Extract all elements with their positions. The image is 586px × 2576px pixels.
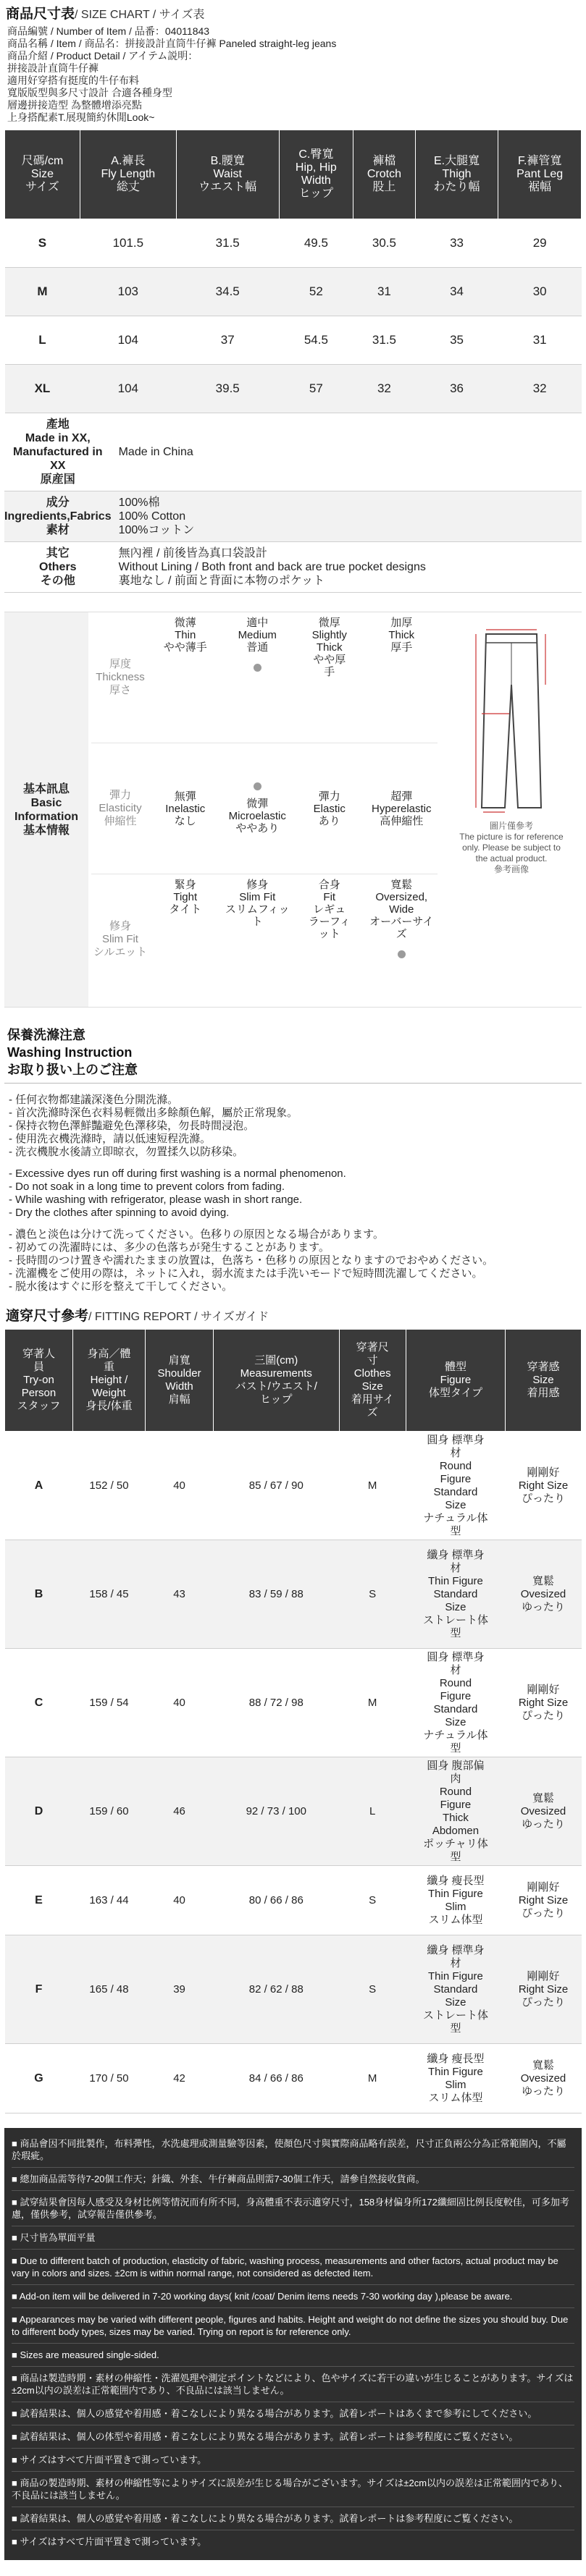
- size-header-cell: F.褲管寬 Pant Leg 裾幅: [498, 130, 582, 219]
- washing-line: - While washing with refrigerator, please wash in short range.: [9, 1194, 303, 1206]
- fitting-header-cell: 穿著感 Size 着用感: [506, 1330, 582, 1432]
- fitting-row: [5, 1935, 582, 2044]
- note-item: ■ Add-on item will be delivered in 7-20 working days( knit /coat/ Denim items needs 7-30 working day ),please be aware.: [12, 2285, 574, 2308]
- fitting-value: S: [339, 1866, 406, 1935]
- washing-line: - Excessive dyes run off during first washing is a normal phenomenon.: [9, 1167, 346, 1180]
- washing-body: [9, 1094, 586, 1293]
- fitting-row: [5, 2044, 582, 2113]
- fitting-header-cell: 肩寬 Shoulder Width 肩幅: [146, 1330, 214, 1432]
- size-value: 35: [415, 316, 498, 365]
- meta-label: 產地 Made in XX, Manufactured in XX 原産国: [4, 413, 112, 491]
- fitting-value: 165 / 48: [72, 1935, 145, 2044]
- fitting-value: 剛剛好 Right Size ぴったり: [506, 1649, 582, 1757]
- fitting-value: 46: [146, 1757, 214, 1866]
- size-value: 31.5: [176, 219, 279, 268]
- washing-en: [9, 1167, 586, 1220]
- fitting-value: 82 / 62 / 88: [214, 1935, 339, 2044]
- fitting-value: S: [339, 1540, 406, 1649]
- attribute-option: [293, 612, 366, 743]
- attribute-row: [91, 612, 438, 743]
- fitting-value: 圓身 標準身 材 Round Figure Standard Size ナチュラル体 型: [406, 1649, 505, 1757]
- attribute-option: [366, 743, 438, 874]
- info-line: 商品介紹 / Product Detail / アイテム説明：: [7, 50, 198, 62]
- size-value: 49.5: [279, 219, 353, 268]
- note-item: ■ 商品の製造時期、素材の伸縮性等によりサイズに誤差が生じる場合がございます。サイズは±2cm以内の誤差は正常範囲内であり、不良品には該当しません。: [12, 2472, 574, 2507]
- attribute-option: [149, 743, 222, 874]
- fitting-header-cell: 身高／體 重 Height / Weight 身長/体重: [72, 1330, 145, 1432]
- fitting-value: 纖身 標準身 材 Thin Figure Standard Size ストレート体 型: [406, 1935, 505, 2044]
- size-header-cell: A.褲長 Fly Length 総丈: [80, 130, 176, 219]
- size-label: M: [5, 268, 80, 316]
- size-header-cell: B.腰寬 Waist ウエスト幅: [176, 130, 279, 219]
- note-item: ■ 商品は製造時期・素材の伸縮性・洗濯処理や測定ポイントなどにより、色やサイズに若干の違いが生じることがあります。サイズは±2cm以内の誤差は正常範囲内であり、不良品には該当しません。: [12, 2367, 574, 2402]
- attribute-option-label: 加厚 Thick 厚手: [388, 617, 415, 654]
- note-item: ■ 總加商品需等待7-20個工作天；針織、外套、牛仔褲商品則需7-30個工作天，請參自然接收貨商。: [12, 2168, 574, 2191]
- fitting-value: 159 / 54: [72, 1649, 145, 1757]
- fitting-table: [4, 1329, 582, 2113]
- attribute-option: [222, 743, 294, 874]
- washing-line: - 初めての洗濯時には、多少の色落ちが発生することがあります。: [9, 1241, 330, 1254]
- washing-line: - 脱水後はすぐに形を整えて干してください。: [9, 1280, 233, 1293]
- size-value: 33: [415, 219, 498, 268]
- fitting-row: [5, 1432, 582, 1540]
- size-label: S: [5, 219, 80, 268]
- washing-line: - Dry the clothes after spinning to avoid dying.: [9, 1207, 230, 1219]
- note-item: ■ 試着結果は、個人の感覚や着用感・着こなしにより異なる場合があります。試着レポートは参考程度にご覧ください。: [12, 2507, 574, 2530]
- fitting-person: A: [5, 1432, 73, 1540]
- fitting-value: 84 / 66 / 86: [214, 2044, 339, 2113]
- fitting-value: 152 / 50: [72, 1432, 145, 1540]
- attribute-option-label: 修身 Slim Fit スリムフィット: [225, 879, 290, 928]
- note-item: ■ Appearances may be varied with different people, figures and habits. Height and weight do not define the sizes you should buy. Due to different body types, sizes may be varied. Trying on report is for reference only.: [12, 2308, 574, 2344]
- fitting-value: 纖身 瘦長型 Thin Figure Slim スリム体型: [406, 2044, 505, 2113]
- product-info: [7, 25, 586, 124]
- size-value: 32: [498, 365, 582, 413]
- selected-dot-icon: [398, 950, 406, 958]
- size-value: 104: [80, 365, 176, 413]
- fitting-value: 158 / 45: [72, 1540, 145, 1649]
- fitting-value: S: [339, 1935, 406, 2044]
- washing-line: - 首次洗滌時深色衣料易輕微出多餘顏色解，屬於正常現象。: [9, 1107, 298, 1119]
- attribute-row: [91, 743, 438, 874]
- washing-title: 保養洗滌注意 Washing Instruction お取り扱い上のご注意: [7, 1028, 138, 1077]
- size-value: 57: [279, 365, 353, 413]
- note-item: ■ Sizes are measured single-sided.: [12, 2344, 574, 2367]
- product-size-page: [0, 3, 586, 2560]
- info-line: 上身搭配素T.展現簡約休閒Look~: [7, 111, 155, 123]
- fitting-value: 159 / 60: [72, 1757, 145, 1866]
- notes-section: [4, 2128, 582, 2560]
- size-table: [4, 130, 582, 413]
- note-item: ■ サイズはすべて片面平置きで測っています。: [12, 2449, 574, 2472]
- fitting-header-cell: 三圍(cm) Measurements バスト/ウエスト/ ヒップ: [214, 1330, 339, 1432]
- size-value: 37: [176, 316, 279, 365]
- info-line: 寬版版型與多尺寸設計 合適各種身型: [7, 87, 172, 98]
- fitting-value: 圓身 腹部偏 肉 Round Figure Thick Abdomen ポッチャリ体 型: [406, 1757, 505, 1866]
- attribute-option-label: 適中 Medium 普通: [238, 617, 277, 654]
- fitting-value: 剛剛好 Right Size ぴったり: [506, 1432, 582, 1540]
- washing-line: - 濃色と淡色は分けて洗ってください。色移りの原因となる場合があります。: [9, 1228, 384, 1241]
- fitting-value: 40: [146, 1432, 214, 1540]
- size-value: 31.5: [353, 316, 416, 365]
- fitting-row: [5, 1649, 582, 1757]
- fitting-value: 163 / 44: [72, 1866, 145, 1935]
- note-item: ■ Due to different batch of production, elasticity of fabric, washing process, measurements and other factors, actual product may be vary in colors and sizes. ±2cm is within normal range, not considered as defected item.: [12, 2250, 574, 2285]
- washing-line: - 保持衣物色澤鮮豔避免色澤移染，勿長時間浸泡。: [9, 1120, 255, 1132]
- size-header-cell: 褲檔 Crotch 股上: [353, 130, 416, 219]
- size-value: 54.5: [279, 316, 353, 365]
- selected-dot-icon: [254, 782, 261, 790]
- washing-ja: [9, 1228, 586, 1293]
- fitting-header-cell: 體型 Figure 体型タイプ: [406, 1330, 505, 1432]
- size-value: 103: [80, 268, 176, 316]
- size-header-cell: E.大腿寬 Thigh わたり幅: [415, 130, 498, 219]
- washing-line: - 任何衣物都建議深淺色分開洗滌。: [9, 1094, 179, 1106]
- fitting-value: M: [339, 1649, 406, 1757]
- attribute-option-label: 微薄 Thin やや薄手: [163, 617, 207, 654]
- size-chart-title: [6, 3, 586, 22]
- fitting-row: [5, 1866, 582, 1935]
- fitting-value: 40: [146, 1649, 214, 1757]
- size-row: [5, 316, 582, 365]
- basic-info-section: [4, 612, 582, 1008]
- fitting-value: 39: [146, 1935, 214, 2044]
- note-item: ■ 試着結果は、個人の感覚や着用感・着こなしにより異なる場合があります。試着レポートはあくまで参考にしてください。: [12, 2402, 574, 2425]
- washing-line: - Do not soak in a long time to prevent colors from fading.: [9, 1181, 285, 1193]
- attribute-option-label: 彈力 Elastic あり: [313, 790, 346, 827]
- attribute-option: [222, 874, 294, 1005]
- fitting-value: L: [339, 1757, 406, 1866]
- note-item: ■ サイズはすべて片面平置きで測っています。: [12, 2530, 574, 2553]
- fitting-value: 85 / 67 / 90: [214, 1432, 339, 1540]
- fitting-header-cell: 穿著尺 寸 Clothes Size 着用サイ ズ: [339, 1330, 406, 1432]
- size-value: 30: [498, 268, 582, 316]
- size-label: XL: [5, 365, 80, 413]
- meta-value: 100%棉 100% Cotton 100%コットン: [112, 491, 582, 542]
- fitting-value: 83 / 59 / 88: [214, 1540, 339, 1649]
- title-sub: / SIZE CHART / サイズ表: [75, 9, 205, 21]
- info-line: 商品名稱 / Item / 商品名：拼接設計直筒牛仔褲 Paneled straight-leg jeans: [7, 38, 337, 49]
- pants-icon: [472, 627, 551, 815]
- meta-table: [4, 413, 582, 593]
- washing-line: - 洗衣機脫水後請立即晾衣，勿置揉久以防移染。: [9, 1146, 244, 1158]
- attribute-option-label: 緊身 Tight タイト: [169, 879, 202, 916]
- note-item: ■ 商品會因不同批製作，布料彈性，水洗處理或測量驗等因素，使顏色尺寸與實際商品略有誤差，尺寸正負兩公分為正常範圍內，不屬於瑕疵。: [12, 2132, 574, 2168]
- fitting-title: [6, 1305, 586, 1325]
- washing-line: - 洗濯機をご使用の際は，ネットに入れ，弱水流または手洗いモードで短時間洗濯してください。: [9, 1267, 483, 1280]
- size-value: 31: [353, 268, 416, 316]
- basic-info-label: 基本訊息 Basic Information 基本情報: [4, 612, 88, 1007]
- attribute-option: [366, 612, 438, 743]
- attribute-option-label: 合身 Fit レギュ ラーフィ ット: [308, 879, 351, 940]
- washing-line: - 長時間のつけ置きや濡れたままの放置は，色落ち・色移りの原因となりますのでおやめください。: [9, 1254, 494, 1267]
- fitting-person: F: [5, 1935, 73, 2044]
- pants-diagram: [443, 627, 580, 875]
- info-line: 層邊拼接造型 為整體增添亮點: [7, 99, 142, 111]
- meta-row: [4, 491, 582, 542]
- fitting-value: 寬鬆 Ovesized ゆったり: [506, 1757, 582, 1866]
- fitting-value: 43: [146, 1540, 214, 1649]
- attribute-option: [149, 612, 222, 743]
- selected-dot-icon: [254, 664, 261, 672]
- size-value: 39.5: [176, 365, 279, 413]
- fitting-value: 剛剛好 Right Size ぴったり: [506, 1935, 582, 2044]
- size-value: 36: [415, 365, 498, 413]
- fitting-value: 88 / 72 / 98: [214, 1649, 339, 1757]
- size-value: 34: [415, 268, 498, 316]
- info-line: 拼接設計直筒牛仔褲: [7, 62, 99, 74]
- fitting-value: 剛剛好 Right Size ぴったり: [506, 1866, 582, 1935]
- fitting-title-sub: / FITTING REPORT / サイズガイド: [88, 1311, 269, 1323]
- attribute-name: 厚度 Thickness 厚さ: [96, 658, 145, 696]
- fitting-value: 寬鬆 Ovesized ゆったり: [506, 2044, 582, 2113]
- size-value: 32: [353, 365, 416, 413]
- fitting-value: 圓身 標準身 材 Round Figure Standard Size ナチュラル体 型: [406, 1432, 505, 1540]
- fitting-person: E: [5, 1866, 73, 1935]
- size-value: 101.5: [80, 219, 176, 268]
- size-value: 31: [498, 316, 582, 365]
- fitting-person: D: [5, 1757, 73, 1866]
- size-value: 29: [498, 219, 582, 268]
- fitting-value: 170 / 50: [72, 2044, 145, 2113]
- fitting-row: [5, 1757, 582, 1866]
- attribute-option: [222, 612, 294, 743]
- fitting-value: M: [339, 1432, 406, 1540]
- fitting-value: 纖身 標準身 材 Thin Figure Standard Size ストレート体 型: [406, 1540, 505, 1649]
- note-item: ■ 試着結果は、個人の体型や着用感・着こなしにより異なる場合があります。試着レポートは参考程度にご覧ください。: [12, 2425, 574, 2449]
- fitting-value: 42: [146, 2044, 214, 2113]
- attribute-option-label: 寬鬆 Oversized, Wide オーバーサイズ: [369, 879, 434, 940]
- meta-value: Made in China: [112, 413, 582, 491]
- note-item: ■ 試穿結果會因每人感受及身材比例等情況而有所不同，身高體重不表示適穿尺寸，158身材偏身所172纖細固比例長度較佳，可多加考慮，僅供參考，試穿報告僅供參考。: [12, 2191, 574, 2226]
- washing-zh: [9, 1094, 586, 1159]
- fitting-person: G: [5, 2044, 73, 2113]
- fitting-value: 寬鬆 Ovesized ゆったり: [506, 1540, 582, 1649]
- fitting-value: 80 / 66 / 86: [214, 1866, 339, 1935]
- size-label: L: [5, 316, 80, 365]
- meta-row: [4, 542, 582, 593]
- size-value: 104: [80, 316, 176, 365]
- attribute-name: 修身 Slim Fit シルエット: [93, 920, 148, 958]
- fitting-person: B: [5, 1540, 73, 1649]
- attribute-option: [366, 874, 438, 1005]
- attribute-row: [91, 874, 438, 1005]
- size-value: 52: [279, 268, 353, 316]
- size-row: [5, 365, 582, 413]
- washing-line: - 使用洗衣機洗滌時，請以低速短程洗滌。: [9, 1133, 212, 1145]
- pants-caption: 圖片僅參考 The picture is for reference only. Please be subject to the actual product. 參考画像: [459, 821, 564, 874]
- attribute-option-label: 超彈 Hyperelastic 高伸縮性: [371, 790, 432, 827]
- size-header-cell: 尺碼/cm Size サイズ: [5, 130, 80, 219]
- fitting-value: 92 / 73 / 100: [214, 1757, 339, 1866]
- size-value: 30.5: [353, 219, 416, 268]
- fitting-value: M: [339, 2044, 406, 2113]
- attribute-option-label: 微彈 Microelastic ややあり: [228, 798, 286, 835]
- note-item: ■ 尺寸皆為單面平量: [12, 2226, 574, 2250]
- size-row: [5, 268, 582, 316]
- attribute-option-label: 微厚 Slightly Thick やや厚 手: [311, 617, 347, 678]
- fitting-row: [5, 1540, 582, 1649]
- attribute-option-label: 無彈 Inelastic なし: [165, 790, 206, 827]
- size-row: [5, 219, 582, 268]
- fitting-title-main: 適穿尺寸參考: [6, 1309, 89, 1324]
- fitting-value: 40: [146, 1866, 214, 1935]
- attribute-option: [293, 874, 366, 1005]
- washing-divider: [4, 1083, 582, 1084]
- meta-label: 其它 Others その他: [4, 542, 112, 593]
- fitting-header-cell: 穿著人 員 Try-on Person スタッフ: [5, 1330, 73, 1432]
- info-line: 適用好穿搭有挺度的牛仔布料: [7, 75, 139, 86]
- attribute-option: [149, 874, 222, 1005]
- attribute-name: 彈力 Elasticity 伸縮性: [99, 789, 142, 827]
- title-main: 商品尺寸表: [6, 7, 75, 22]
- info-line: 商品編號 / Number of Item / 品番：04011843: [7, 25, 210, 37]
- attribute-option: [293, 743, 366, 874]
- size-header-cell: C.臀寬 Hip, Hip Width ヒップ: [279, 130, 353, 219]
- fitting-value: 纖身 瘦長型 Thin Figure Slim スリム体型: [406, 1866, 505, 1935]
- fitting-person: C: [5, 1649, 73, 1757]
- meta-row: [4, 413, 582, 491]
- meta-value: 無內裡 / 前後皆為真口袋設計 Without Lining / Both front and back are true pocket designs 裏地なし / 前面と背面に本物のポケット: [112, 542, 582, 593]
- attribute-grid: [91, 612, 438, 1005]
- meta-label: 成分 Ingredients,Fabrics 素材: [4, 491, 112, 542]
- size-value: 34.5: [176, 268, 279, 316]
